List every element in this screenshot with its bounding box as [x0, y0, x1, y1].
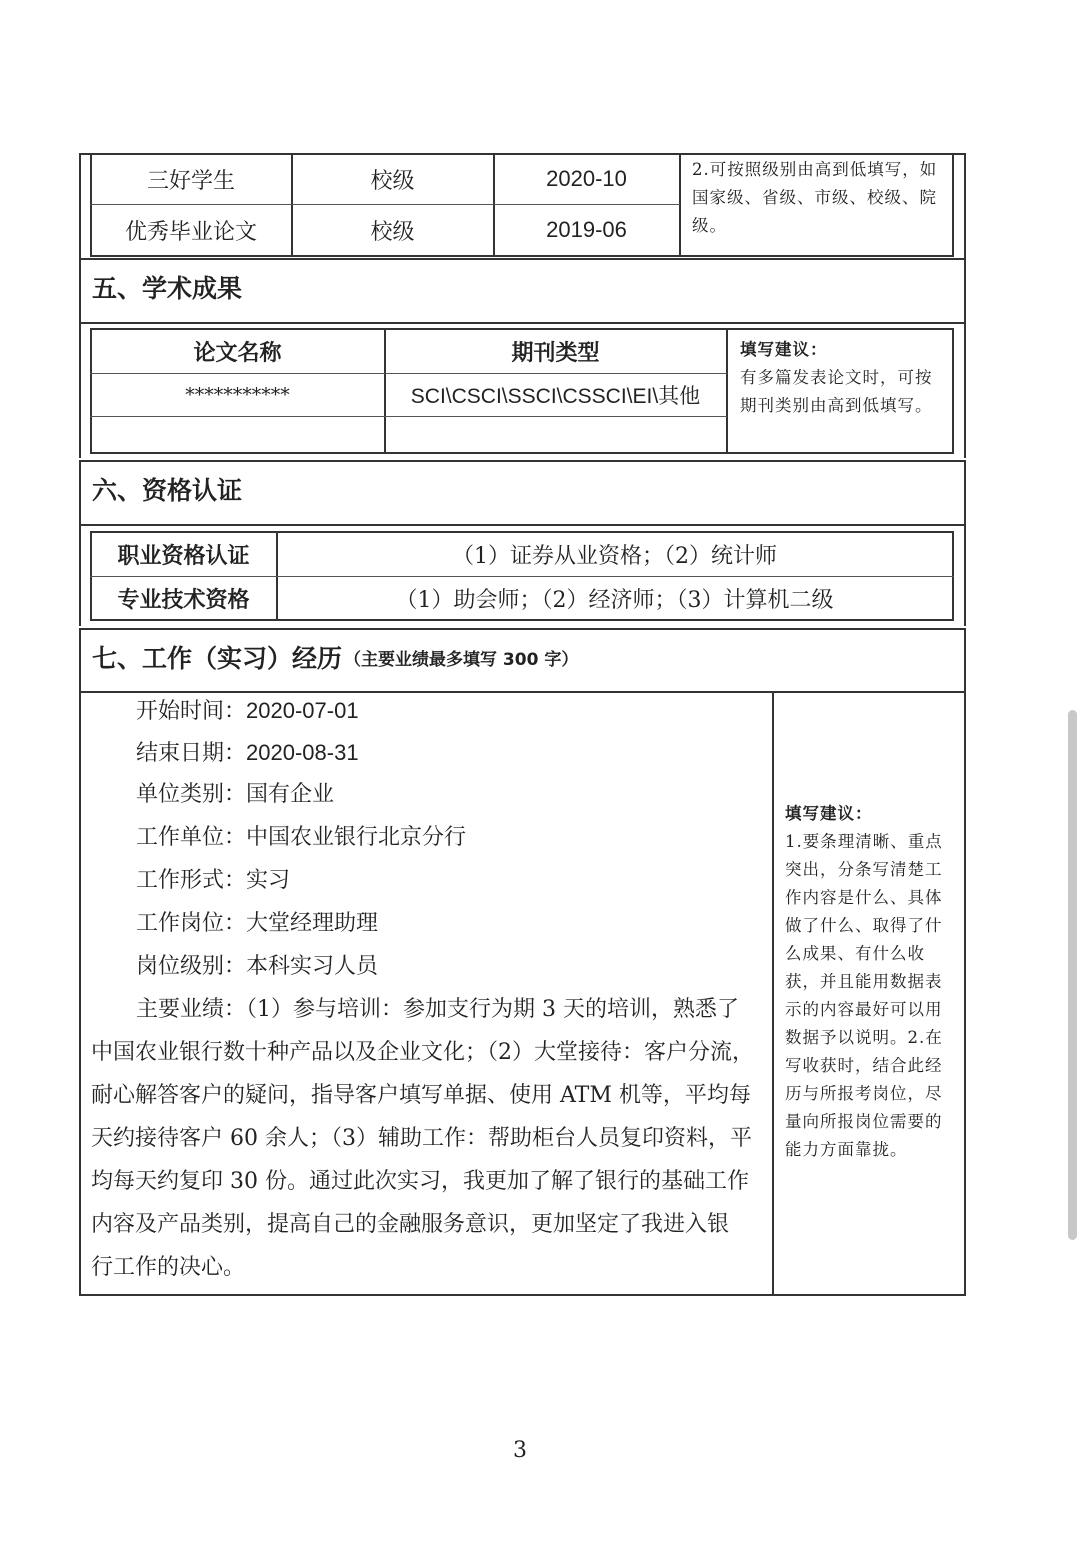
- section-subtitle: （主要业绩最多填写 300 字）: [344, 649, 579, 670]
- vertical-scrollbar[interactable]: [1068, 710, 1077, 1240]
- achievement-line: 均每天约复印 30 份。通过此次实习，我更加了解了银行的基础工作: [91, 1169, 749, 1194]
- field-position: 工作岗位：大堂经理助理: [136, 911, 379, 936]
- section-title-text: 七、工作（实习）经历: [92, 644, 343, 673]
- achievement-line: 天约接待客户 60 余人；（3）辅助工作：帮助柜台人员复印资料，平: [91, 1126, 752, 1151]
- achievement-line: 主要业绩：（1）参与培训：参加支行为期 3 天的培训，熟悉了: [136, 997, 739, 1022]
- column-header-paper: 论文名称: [193, 340, 282, 366]
- honor-level: 校级: [370, 219, 415, 245]
- qualification-label: 职业资格认证: [117, 543, 250, 569]
- achievement-line: 内容及产品类别，提高自己的金融服务意识，更加坚定了我进入银: [91, 1212, 730, 1237]
- section-title: 六、资格认证: [92, 476, 243, 505]
- honor-date: 2019-06: [546, 217, 627, 242]
- qualification-value: （1）证券从业资格；（2）统计师: [452, 543, 777, 569]
- achievement-line: 行工作的决心。: [91, 1255, 246, 1280]
- qualification-label: 专业技术资格: [117, 587, 250, 613]
- section-title: [92, 632, 578, 682]
- achievement-line: 耐心解答客户的疑问，指导客户填写单据、使用 ATM 机等，平均每: [91, 1083, 751, 1108]
- honor-name: 优秀毕业论文: [124, 219, 257, 245]
- field-unit-type: 单位类别：国有企业: [136, 782, 335, 807]
- section-title: 五、学术成果: [92, 274, 243, 303]
- academic-note: 有多篇发表论文时，可按期刊类别由高到低填写。: [740, 368, 933, 415]
- field-work-form: 工作形式：实习: [136, 868, 291, 893]
- paper-name: ***********: [185, 384, 290, 406]
- honor-level: 校级: [370, 168, 415, 194]
- achievement-line: 中国农业银行数十种产品以及企业文化；（2）大堂接待：客户分流，: [91, 1040, 754, 1065]
- note-title: 填写建议：: [740, 340, 828, 359]
- honor-name: 三好学生: [146, 168, 235, 194]
- note-title: 填写建议：: [785, 804, 873, 823]
- qualification-value: （1）助会师；（2）经济师；（3）计算机二级: [395, 587, 834, 613]
- field-start-date: 开始时间：2020-07-01: [136, 698, 359, 724]
- field-employer: 工作单位：中国农业银行北京分行: [136, 825, 467, 850]
- field-position-level: 岗位级别：本科实习人员: [136, 954, 379, 979]
- honor-date: 2020-10: [546, 166, 627, 191]
- column-header-journal: 期刊类型: [511, 340, 600, 366]
- work-note: 1.要条理清晰、重点突出，分条写清楚工作内容是什么、具体做了什么、取得了什么成果、有什么收获，并且能用数据表示的内容最好可以用数据予以说明。2.在写收获时，结合此经历与所报考岗位，尽量向所报岗位需要的能力方面靠拢。: [785, 832, 943, 1159]
- journal-type: SCI\CSCI\SSCI\CSSCI\EI\其他: [410, 385, 701, 408]
- page-number: 3: [513, 1438, 527, 1463]
- field-end-date: 结束日期：2020-08-31: [136, 740, 359, 766]
- honors-note: 2.可按照级别由高到低填写，如国家级、省级、市级、校级、院级。: [692, 160, 938, 235]
